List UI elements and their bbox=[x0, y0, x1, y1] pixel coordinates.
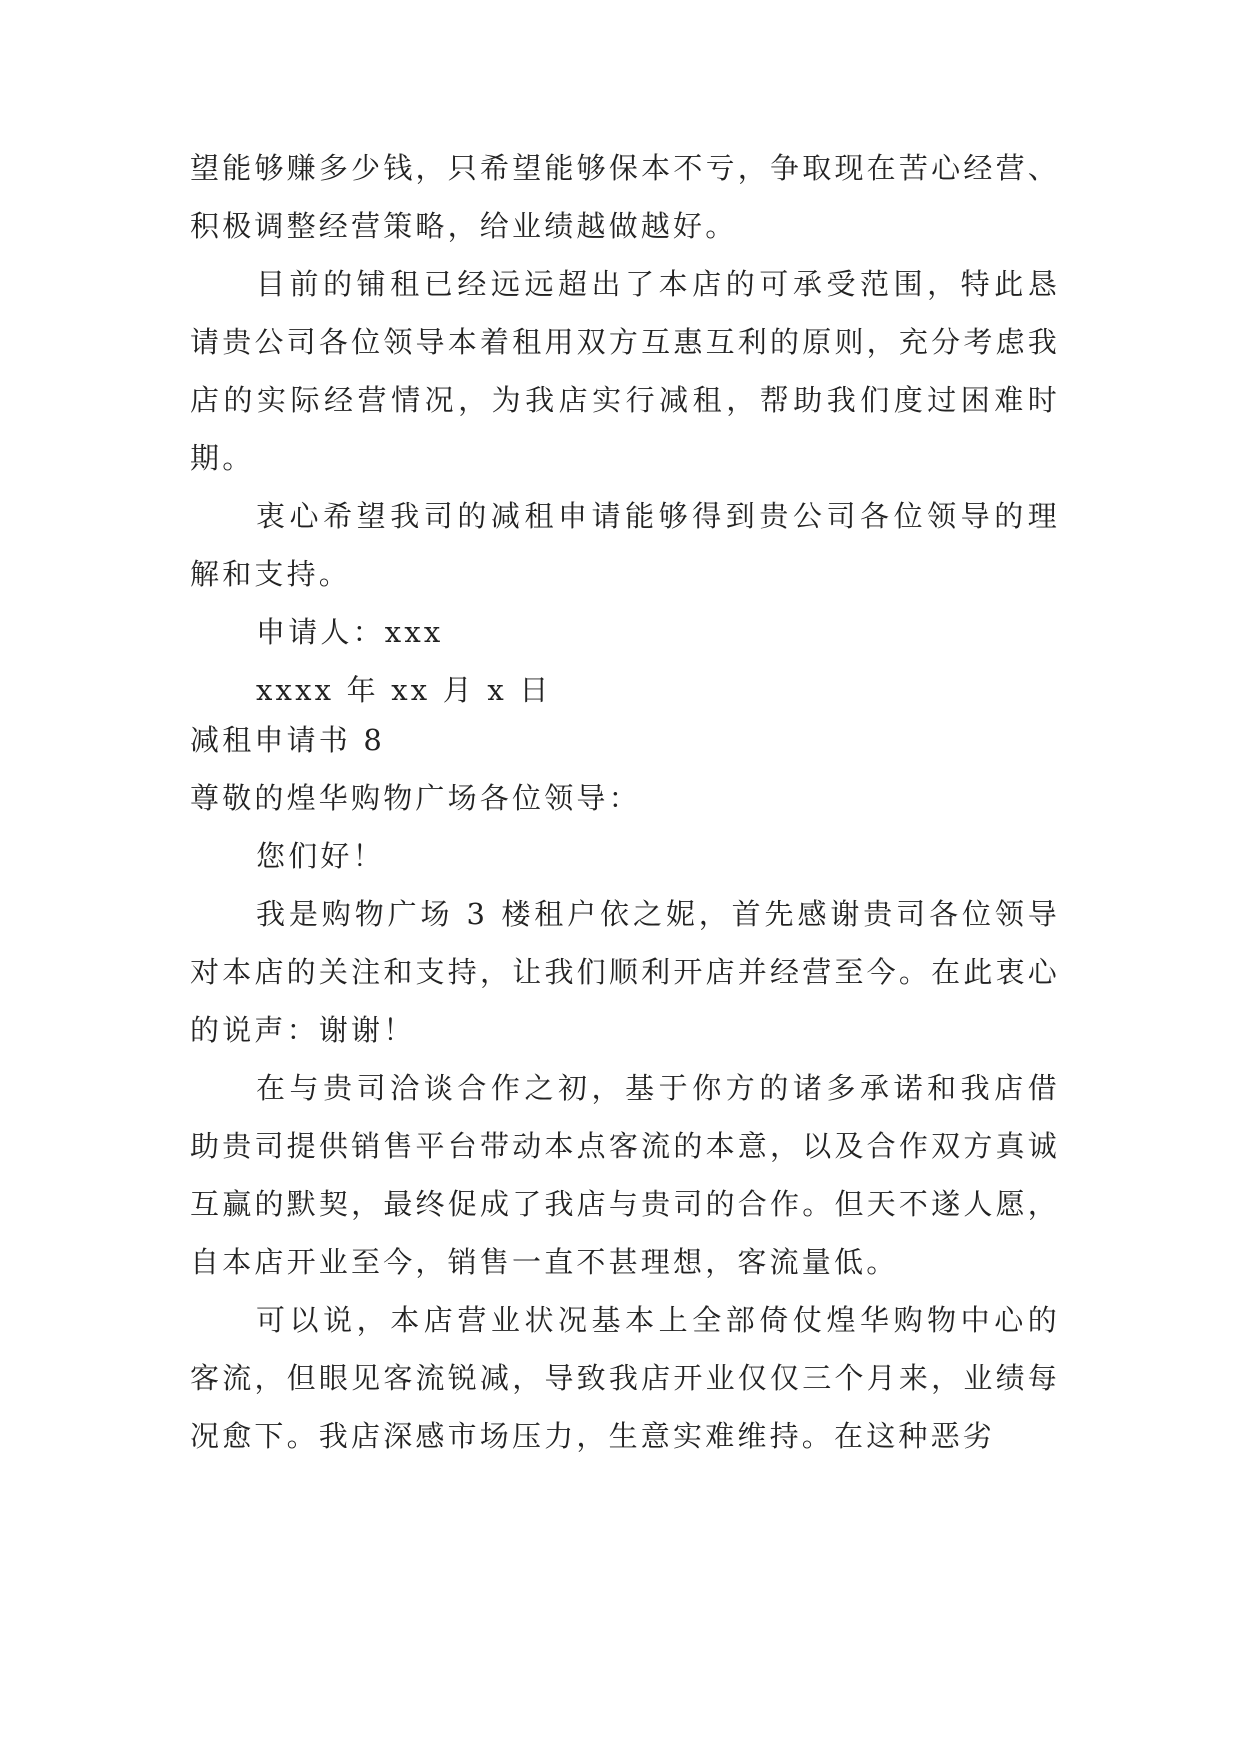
paragraph-hope: 衷心希望我司的减租申请能够得到贵公司各位领导的理解和支持。 bbox=[190, 499, 1060, 591]
paragraph-continued-1: 望能够赚多少钱，只希望能够保本不亏，争取现在苦心经营、积极调整经营策略，给业绩越做越好。 bbox=[190, 151, 1060, 243]
paragraph-business-status: 可以说，本店营业状况基本上全部倚仗煌华购物中心的客流，但眼见客流锐减，导致我店开业仅仅三个月来，业绩每况愈下。我店深感市场压力，生意实难维持。在这种恶劣 bbox=[190, 1303, 1060, 1453]
paragraph-thanks: 我是购物广场 3 楼租户依之妮，首先感谢贵司各位领导对本店的关注和支持，让我们顺利开店并经营至今。在此衷心的说声：谢谢！ bbox=[190, 897, 1060, 1047]
applicant-line: 申请人：xxx bbox=[256, 615, 444, 649]
date-line: xxxx 年 xx 月 x 日 bbox=[256, 673, 552, 707]
letter-title: 减租申请书 8 bbox=[190, 723, 386, 757]
letter-8 bbox=[190, 711, 1060, 1465]
paragraph-rent-request: 目前的铺租已经远远超出了本店的可承受范围，特此恳请贵公司各位领导本着租用双方互惠互利的原则，充分考虑我店的实际经营情况，为我店实行减租，帮助我们度过困难时期。 bbox=[190, 267, 1060, 475]
greeting: 您们好！ bbox=[256, 839, 385, 873]
paragraph-cooperation: 在与贵司洽谈合作之初，基于你方的诸多承诺和我店借助贵司提供销售平台带动本点客流的本意，以及合作双方真诚互赢的默契，最终促成了我店与贵司的合作。但天不遂人愿，自本店开业至今，销售一直不甚理想，客流量低。 bbox=[190, 1071, 1060, 1279]
salutation: 尊敬的煌华购物广场各位领导： bbox=[190, 781, 641, 815]
continued-letter bbox=[190, 139, 1060, 719]
